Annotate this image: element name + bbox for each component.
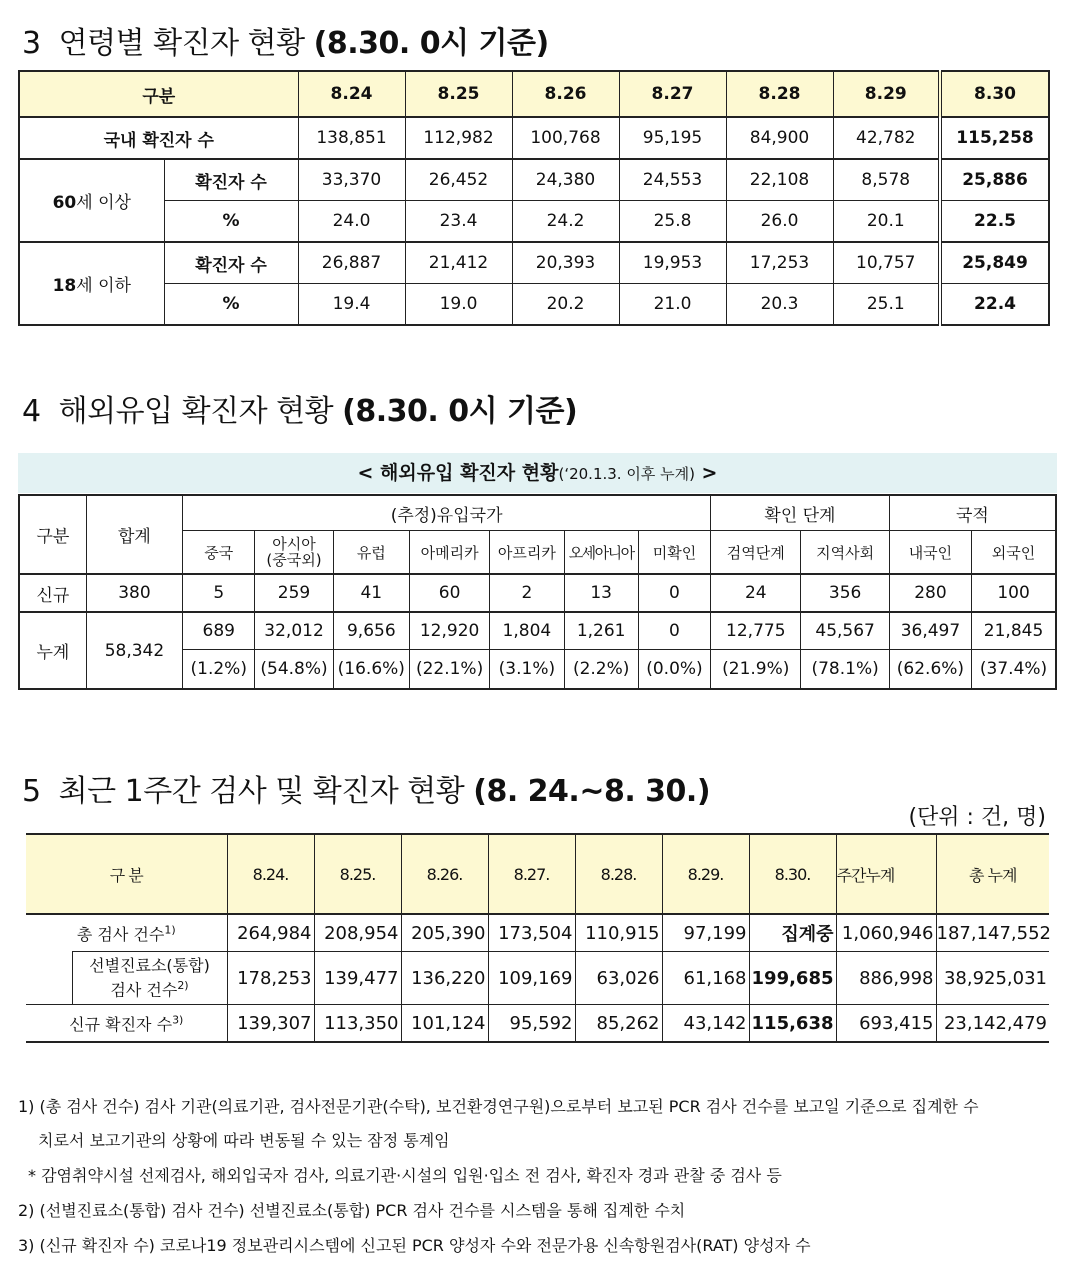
imported-cases-caption: < 해외유입 확진자 현황(‘20.1.3. 이후 누계) > bbox=[18, 453, 1057, 493]
cell: 113,350 bbox=[314, 1005, 401, 1043]
cell: 380 bbox=[86, 574, 182, 612]
cell: 20.1 bbox=[833, 201, 940, 243]
cell: 13 bbox=[564, 574, 638, 612]
table-row bbox=[19, 574, 1056, 612]
cell: (3.1%) bbox=[490, 650, 564, 690]
row-label: 선별진료소(통합) 검사 건수$^{2)}$ bbox=[72, 952, 227, 1005]
cell: 25,849 bbox=[940, 242, 1049, 284]
table-header-row bbox=[19, 495, 1056, 531]
cell: 136,220 bbox=[401, 952, 488, 1005]
cell: 63,026 bbox=[575, 952, 662, 1005]
header-cell: 지역사회 bbox=[801, 531, 889, 575]
header-cell: 아프리카 bbox=[490, 531, 564, 575]
cell: 139,477 bbox=[314, 952, 401, 1005]
header-cell: 유럽 bbox=[333, 531, 409, 575]
table-row bbox=[19, 117, 1049, 159]
cell: 24,553 bbox=[619, 159, 726, 201]
imported-cases-table bbox=[18, 494, 1057, 690]
cell: 43,142 bbox=[662, 1005, 749, 1043]
cell: 205,390 bbox=[401, 914, 488, 952]
cell: 10,757 bbox=[833, 242, 940, 284]
cell: 32,012 bbox=[255, 612, 333, 650]
row-sublabel: % bbox=[164, 201, 298, 243]
cell: 60 bbox=[409, 574, 489, 612]
cell: 110,915 bbox=[575, 914, 662, 952]
cell: 1,804 bbox=[490, 612, 564, 650]
header-cell: 8.25. bbox=[314, 834, 401, 914]
cell: 42,782 bbox=[833, 117, 940, 159]
header-cell: 8.25 bbox=[405, 71, 512, 117]
cell: 178,253 bbox=[227, 952, 314, 1005]
cell: 20.2 bbox=[512, 284, 619, 326]
cell: (78.1%) bbox=[801, 650, 889, 690]
cell: 38,925,031 bbox=[936, 952, 1049, 1005]
header-cell: 아시아 (중국외) bbox=[255, 531, 333, 575]
row-label: 신규 bbox=[19, 574, 86, 612]
cell: 100 bbox=[972, 574, 1056, 612]
cell: 61,168 bbox=[662, 952, 749, 1005]
cell: 21.0 bbox=[619, 284, 726, 326]
header-cell: 검역단계 bbox=[711, 531, 801, 575]
cell: 8,578 bbox=[833, 159, 940, 201]
cell: 0 bbox=[638, 574, 710, 612]
indent-cell bbox=[26, 952, 72, 1005]
cell: 24.0 bbox=[298, 201, 405, 243]
header-cell: 8.24. bbox=[227, 834, 314, 914]
table-row bbox=[26, 952, 1049, 1005]
section-5-title: 5 최근 1주간 검사 및 확진자 현황 (8. 24.~8. 30.) bbox=[22, 774, 711, 809]
cell: (22.1%) bbox=[409, 650, 489, 690]
cell: 58,342 bbox=[86, 612, 182, 689]
cell: 36,497 bbox=[889, 612, 971, 650]
cell: 173,504 bbox=[488, 914, 575, 952]
unit-label: (단위 : 건, 명) bbox=[908, 805, 1046, 830]
cell: 1,060,946 bbox=[836, 914, 936, 952]
cell: 41 bbox=[333, 574, 409, 612]
cell: 84,900 bbox=[726, 117, 833, 159]
cell: 21,412 bbox=[405, 242, 512, 284]
header-cell: 구 분 bbox=[26, 834, 227, 914]
header-cell: 8.27 bbox=[619, 71, 726, 117]
header-cell: 8.26. bbox=[401, 834, 488, 914]
cell: 1,261 bbox=[564, 612, 638, 650]
row-sublabel: % bbox=[164, 284, 298, 326]
table-row bbox=[26, 1005, 1049, 1043]
cell: 22.4 bbox=[940, 284, 1049, 326]
section-4-title: 4 해외유입 확진자 현황 (8.30. 0시 기준) bbox=[22, 394, 578, 429]
cell: 95,195 bbox=[619, 117, 726, 159]
cell: 20.3 bbox=[726, 284, 833, 326]
cell: 24.2 bbox=[512, 201, 619, 243]
header-cell: 8.29. bbox=[662, 834, 749, 914]
cell: 12,775 bbox=[711, 612, 801, 650]
cell: 208,954 bbox=[314, 914, 401, 952]
cell: (16.6%) bbox=[333, 650, 409, 690]
cell: 280 bbox=[889, 574, 971, 612]
cell: 259 bbox=[255, 574, 333, 612]
header-cell: 8.26 bbox=[512, 71, 619, 117]
cell: (37.4%) bbox=[972, 650, 1056, 690]
row-sublabel: 확진자 수 bbox=[164, 159, 298, 201]
cell: 95,592 bbox=[488, 1005, 575, 1043]
cell: 112,982 bbox=[405, 117, 512, 159]
header-cell: 내국인 bbox=[889, 531, 971, 575]
cell: 24,380 bbox=[512, 159, 619, 201]
table-row bbox=[19, 612, 1056, 650]
header-cell: 8.28 bbox=[726, 71, 833, 117]
row-label: 신규 확진자 수$^{3)}$ bbox=[26, 1005, 227, 1043]
cell: 22,108 bbox=[726, 159, 833, 201]
cell: 23,142,479 bbox=[936, 1005, 1049, 1043]
header-cell: 오세아니아 bbox=[564, 531, 638, 575]
cell: 115,638 bbox=[749, 1005, 836, 1043]
cell: 109,169 bbox=[488, 952, 575, 1005]
header-cell: 8.29 bbox=[833, 71, 940, 117]
table-header-row bbox=[19, 71, 1049, 117]
cell: 199,685 bbox=[749, 952, 836, 1005]
age-cases-table bbox=[18, 70, 1050, 326]
cell: 689 bbox=[183, 612, 255, 650]
cell: (54.8%) bbox=[255, 650, 333, 690]
section-3-title: 3 연령별 확진자 현황 (8.30. 0시 기준) bbox=[22, 26, 549, 61]
cell: 97,199 bbox=[662, 914, 749, 952]
cell: 25.1 bbox=[833, 284, 940, 326]
cell: (2.2%) bbox=[564, 650, 638, 690]
table-header-row bbox=[26, 834, 1049, 914]
cell: 2 bbox=[490, 574, 564, 612]
cell: 5 bbox=[183, 574, 255, 612]
cell: 25.8 bbox=[619, 201, 726, 243]
cell: (0.0%) bbox=[638, 650, 710, 690]
cell: 33,370 bbox=[298, 159, 405, 201]
row-label: 총 검사 건수$^{1)}$ bbox=[76, 923, 176, 944]
header-cell: 국적 bbox=[889, 495, 1056, 531]
header-cell: 8.30. bbox=[749, 834, 836, 914]
cell: 26.0 bbox=[726, 201, 833, 243]
header-cell: 미확인 bbox=[638, 531, 710, 575]
cell: 115,258 bbox=[940, 117, 1049, 159]
cell: 85,262 bbox=[575, 1005, 662, 1043]
cell: 264,984 bbox=[227, 914, 314, 952]
header-cell: 8.27. bbox=[488, 834, 575, 914]
footnote-1-cont: 치로서 보고기관의 상황에 따라 변동될 수 있는 잠정 통계임 bbox=[38, 1131, 450, 1150]
header-cell: 8.24 bbox=[298, 71, 405, 117]
cell: 356 bbox=[801, 574, 889, 612]
cell: (21.9%) bbox=[711, 650, 801, 690]
header-cell: 구분 bbox=[19, 495, 86, 574]
header-cell: 합계 bbox=[86, 495, 182, 574]
footnote-star: * 감염취약시설 선제검사, 해외입국자 검사, 의료기관·시설의 입원·입소 전 검사, 확진자 경과 관찰 중 검사 등 bbox=[28, 1166, 782, 1185]
cell: 24 bbox=[711, 574, 801, 612]
cell: 26,887 bbox=[298, 242, 405, 284]
footnote-1: 1) (총 검사 건수) 검사 기관(의료기관, 검사전문기관(수탁), 보건환경연구원)으로부터 보고된 PCR 검사 건수를 보고일 기준으로 집계한 수 bbox=[18, 1097, 979, 1116]
row-label: 국내 확진자 수 bbox=[19, 117, 298, 159]
table-row bbox=[19, 284, 1049, 326]
header-cell: 아메리카 bbox=[409, 531, 489, 575]
row-sublabel: 확진자 수 bbox=[164, 242, 298, 284]
cell: 20,393 bbox=[512, 242, 619, 284]
cell: 100,768 bbox=[512, 117, 619, 159]
header-cell: 8.28. bbox=[575, 834, 662, 914]
cell: 19.4 bbox=[298, 284, 405, 326]
cell: (1.2%) bbox=[183, 650, 255, 690]
table-row bbox=[19, 201, 1049, 243]
header-cell: (추정)유입국가 bbox=[183, 495, 711, 531]
weekly-tests-table bbox=[26, 833, 1052, 1043]
footnote-3: 3) (신규 확진자 수) 코로나19 정보관리시스템에 신고된 PCR 양성자 수와 전문가용 신속항원검사(RAT) 양성자 수 bbox=[18, 1236, 811, 1255]
cell: 45,567 bbox=[801, 612, 889, 650]
row-label: 누계 bbox=[19, 612, 86, 689]
header-cell: 중국 bbox=[183, 531, 255, 575]
row-group-label: 18세 이하 bbox=[19, 242, 164, 325]
cell: 12,920 bbox=[409, 612, 489, 650]
header-cell: 확인 단계 bbox=[711, 495, 890, 531]
cell: 23.4 bbox=[405, 201, 512, 243]
table-row bbox=[26, 914, 1049, 952]
cell: 9,656 bbox=[333, 612, 409, 650]
cell: 886,998 bbox=[836, 952, 936, 1005]
cell: 25,886 bbox=[940, 159, 1049, 201]
header-cell: 주간누계 bbox=[836, 834, 936, 914]
cell: 22.5 bbox=[940, 201, 1049, 243]
cell: 187,147,552 bbox=[936, 914, 1049, 952]
header-cell: 구분 bbox=[19, 71, 298, 117]
cell: 0 bbox=[638, 612, 710, 650]
cell: (62.6%) bbox=[889, 650, 971, 690]
header-cell: 8.30 bbox=[940, 71, 1049, 117]
cell: 101,124 bbox=[401, 1005, 488, 1043]
cell: 집계중 bbox=[749, 914, 836, 952]
cell: 693,415 bbox=[836, 1005, 936, 1043]
cell: 138,851 bbox=[298, 117, 405, 159]
table-row bbox=[19, 159, 1049, 201]
header-cell: 외국인 bbox=[972, 531, 1056, 575]
cell: 21,845 bbox=[972, 612, 1056, 650]
cell: 139,307 bbox=[227, 1005, 314, 1043]
cell: 26,452 bbox=[405, 159, 512, 201]
row-group-label: 60세 이상 bbox=[19, 159, 164, 242]
footnote-2: 2) (선별진료소(통합) 검사 건수) 선별진료소(통합) PCR 검사 건수를 시스템을 통해 집계한 수치 bbox=[18, 1201, 686, 1220]
table-row bbox=[19, 242, 1049, 284]
cell: 17,253 bbox=[726, 242, 833, 284]
header-cell: 총 누계 bbox=[936, 834, 1049, 914]
cell: 19.0 bbox=[405, 284, 512, 326]
cell: 19,953 bbox=[619, 242, 726, 284]
